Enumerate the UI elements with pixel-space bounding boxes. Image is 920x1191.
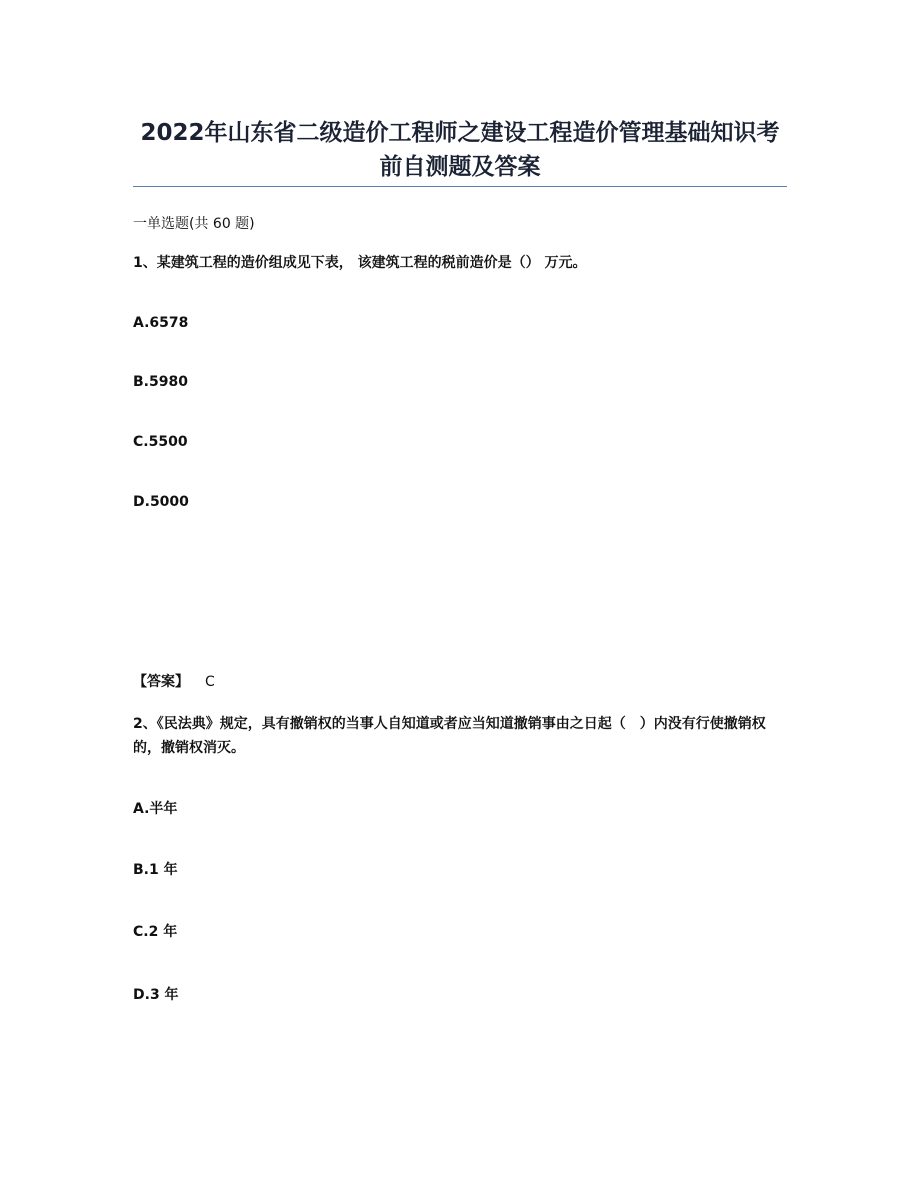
- answer-label: 【答案】: [133, 674, 189, 690]
- question-1-option-d: D.5000: [133, 494, 189, 510]
- question-1-option-c: C.5500: [133, 434, 188, 450]
- question-2-option-c: C.2 年: [133, 924, 178, 940]
- question-2-option-a: A.半年: [133, 801, 178, 817]
- answer-value: C: [205, 674, 215, 690]
- question-1-answer: [133, 672, 215, 692]
- page-title: 2022年山东省二级造价工程师之建设工程造价管理基础知识考前自测题及答案: [140, 120, 780, 180]
- question-2-option-d: D.3 年: [133, 987, 179, 1003]
- section-label: 一单选题(共 60 题): [133, 216, 255, 232]
- title-divider: [133, 186, 787, 187]
- question-1-text: 1、某建筑工程的造价组成见下表， 该建筑工程的税前造价是（） 万元。: [133, 255, 587, 271]
- question-2-option-b: B.1 年: [133, 862, 178, 878]
- question-2-text: 2、《民法典》规定，具有撤销权的当事人自知道或者应当知道撤销事由之日起（ ）内没有行使撤销权的，撤销权消灭。: [133, 716, 766, 756]
- question-1-option-b: B.5980: [133, 374, 188, 390]
- question-1-option-a: A.6578: [133, 315, 189, 331]
